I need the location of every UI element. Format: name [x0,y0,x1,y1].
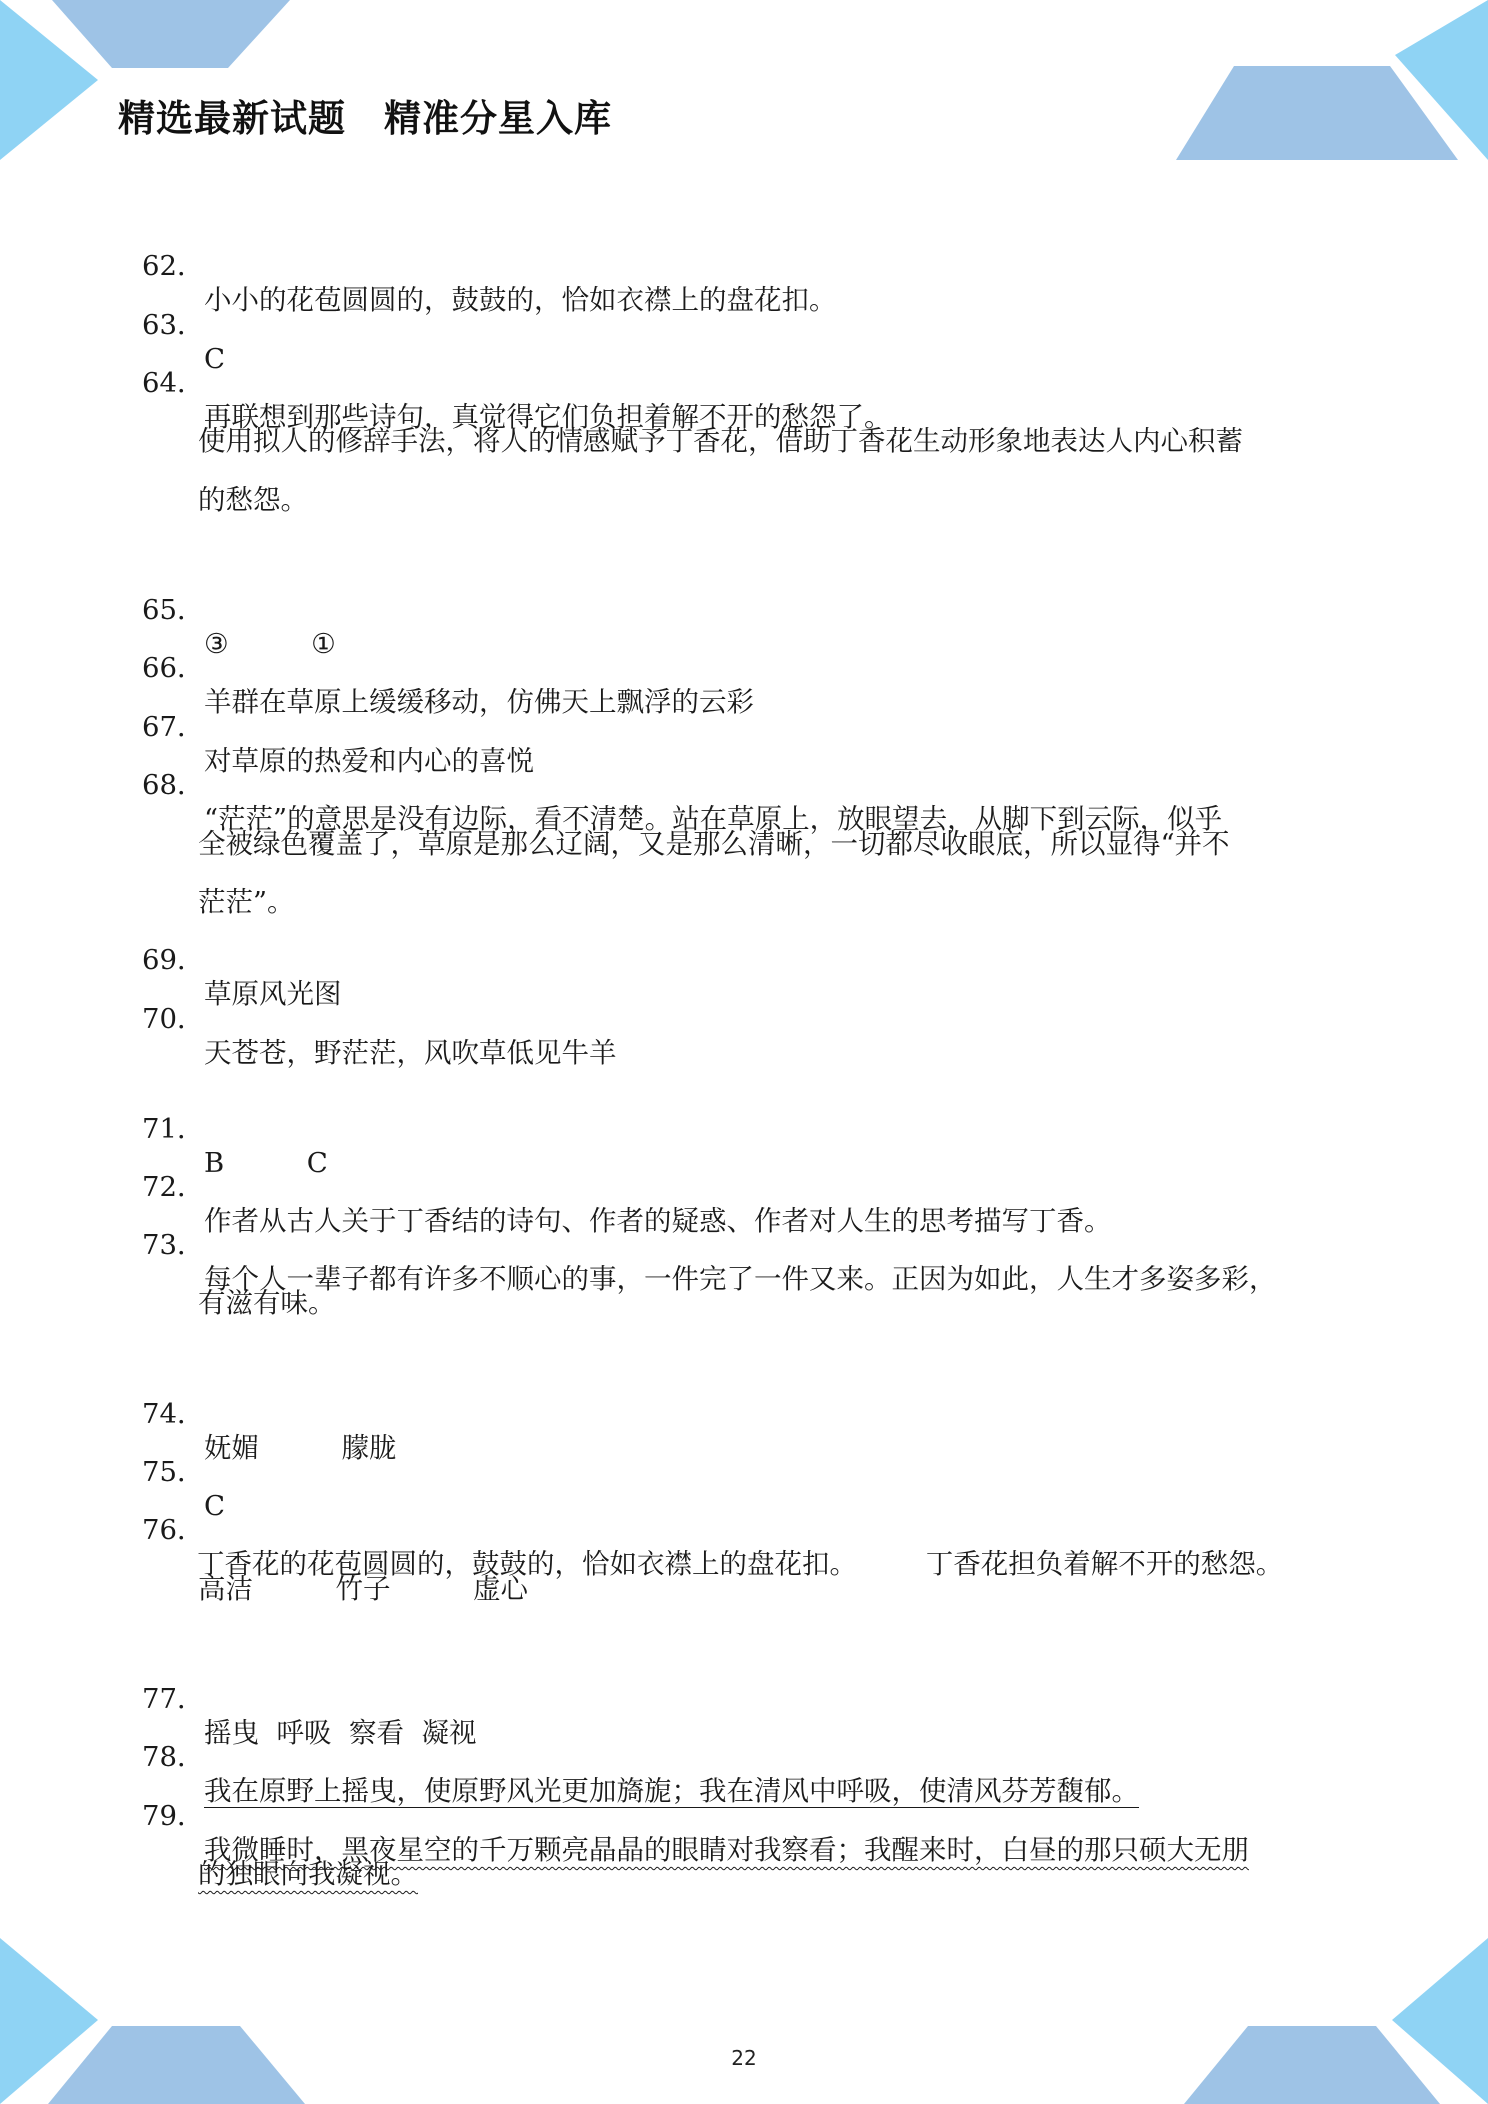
answer-64-continuation [0,449,308,551]
answer-text: ③ ① [204,628,336,660]
answer-text: “茫茫”的意思是没有边际，看不清楚。站在草原上，放眼望去，从脚下到云际，似乎 [204,803,1223,835]
answer-text: 草原风光图 [204,978,342,1010]
answer-text: 妩媚 朦胧 [204,1432,397,1464]
top-left-trapezoid-shape [52,0,290,68]
answer-number: 77． [142,1683,205,1715]
answer-text: 使用拟人的修辞手法，将人的情感赋予丁香花，借助丁香花生动形象地表达人内心积蓄 [198,425,1243,457]
answer-text: 我微睡时，黑夜星空的千万颗亮晶晶的眼睛对我察看；我醒来时，白昼的那只硕大无朋 [204,1834,1249,1866]
answer-number: 66． [142,652,205,684]
answer-text: 羊群在草原上缓缓移动，仿佛天上飘浮的云彩 [204,686,754,718]
answer-number: 78． [142,1741,205,1773]
answer-number: 71． [142,1113,205,1145]
answer-text: 高洁 竹子 虚心 [198,1573,528,1605]
answer-number: 74． [142,1398,205,1430]
answer-number: 65． [142,594,205,626]
answer-text: 全被绿色覆盖了，草原是那么辽阔，又是那么清晰，一切都尽收眼底，所以显得“并不 [198,828,1230,860]
answer-text: 作者从古人关于丁香结的诗句、作者的疑惑、作者对人生的思考描写丁香。 [204,1205,1112,1237]
answer-number: 64． [142,367,205,399]
answer-text: 的独眼向我凝视。 [198,1858,418,1890]
answer-text: C [204,343,226,375]
answer-number: 62． [142,250,205,282]
answer-text: C [204,1490,226,1522]
answer-text: 摇曳 呼吸 察看 凝视 [204,1717,477,1749]
answer-text: 有滋有味。 [198,1287,336,1319]
answer-76-continuation [0,1538,528,1640]
header-title: 精选最新试题 精准分星入库 [118,97,612,140]
answer-text: 天苍苍，野茫茫，风吹草低见牛羊 [204,1037,617,1069]
answer-73-continuation [0,1252,336,1354]
answer-text: 我在原野上摇曳，使原野风光更加旖旎；我在清风中呼吸，使清风芬芳馥郁。 [204,1775,1139,1807]
answer-text: 丁香花的花苞圆圆的，鼓鼓的，恰如衣襟上的盘花扣。 丁香花担负着解不开的愁怨。 [197,1548,1284,1580]
answer-number: 70． [142,1003,205,1035]
answer-number: 68． [142,769,205,801]
answer-text: 再联想到那些诗句，真觉得它们负担着解不开的愁怨了。 [204,401,892,433]
answer-text: 的愁怨。 [198,484,308,516]
top-right-trapezoid-shape [1176,66,1458,160]
page-number: 22 [731,2046,757,2070]
answer-number: 79． [142,1800,205,1832]
answer-number: 69． [142,944,205,976]
answer-text: B C [204,1147,328,1179]
answer-text: 茫茫”。 [198,886,295,918]
answer-79-continuation [0,1823,418,1925]
answer-number: 63． [142,309,205,341]
answer-number: 72． [142,1171,205,1203]
answer-number: 67． [142,711,205,743]
answer-number: 76． [142,1514,205,1546]
answer-number: 73． [142,1229,205,1261]
answer-text: 对草原的热爱和内心的喜悦 [204,745,534,777]
answer-text: 小小的花苞圆圆的，鼓鼓的，恰如衣襟上的盘花扣。 [204,284,837,316]
answer-number: 75． [142,1456,205,1488]
answer-text: 每个人一辈子都有许多不顺心的事，一件完了一件又来。正因为如此，人生才多姿多彩， [204,1263,1277,1295]
